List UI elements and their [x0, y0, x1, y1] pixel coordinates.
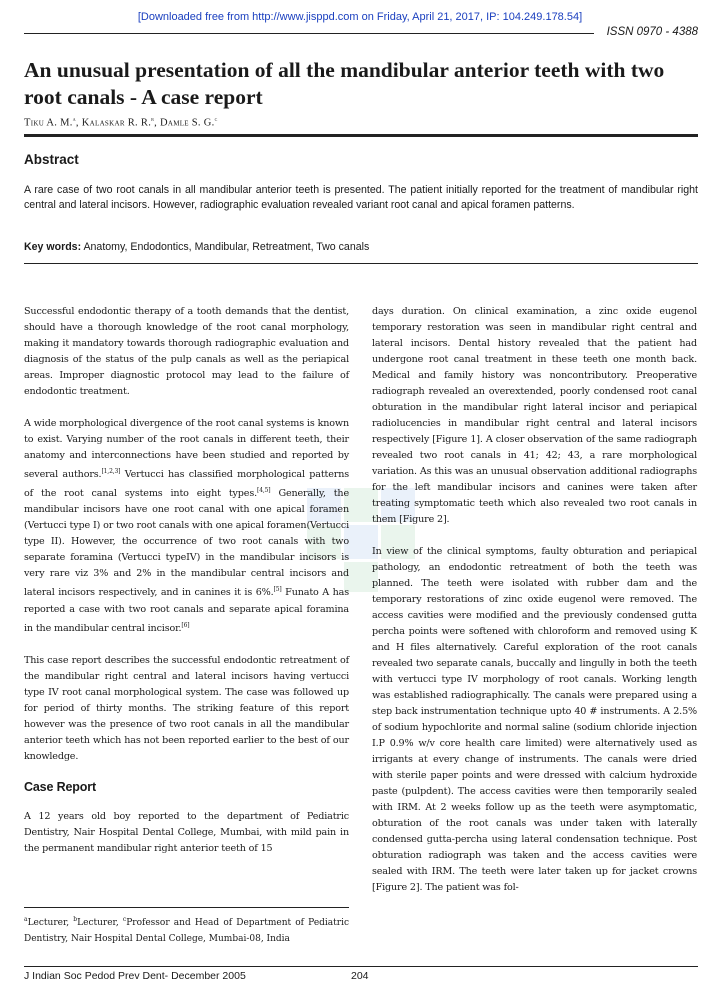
author-name: Kalaskar R. R.: [81, 117, 152, 129]
journal-citation: J Indian Soc Pedod Prev Dent- December 2005: [24, 970, 246, 982]
body-column-left: [24, 304, 349, 857]
footnote-text: Lecturer,: [27, 918, 74, 928]
keywords-text: Anatomy, Endodontics, Mandibular, Retreatment, Two canals: [81, 241, 370, 253]
citation-ref: [6]: [181, 621, 190, 629]
citation-ref: [1,2,3]: [101, 468, 121, 475]
keywords: [24, 240, 698, 254]
author-affiliation-mark: a: [72, 117, 76, 123]
paragraph-text: Generally, the mandibular incisors have one root canal with one apical foramen (Vertucci type I) or two root canals with one apical foramen(Vertucci type II). However, the occurrence of two root canals with two separate foramina (Vertucci typeIV) in the mandibular incisors is very rare viz 3% and 2% in the mandibular central incisors and lateral incisors respectively, and in canines it is 6%.: [24, 488, 349, 599]
footnote-text: Professor and Head of Department of Pediatric Dentistry, Nair Hospital Dental College, Mumbai-08, India: [24, 918, 349, 944]
footnote-mark: c: [122, 916, 127, 923]
author-separator: ,: [75, 117, 82, 129]
paragraph-text: A wide morphological divergence of the root canal systems is known to exist. Varying number of the root canals in different teeth, their anatomy and interconnections have been studied and reported by several authors.: [24, 418, 349, 481]
article-title: An unusual presentation of all the mandibular anterior teeth with two root canals - A case report: [24, 58, 665, 109]
abstract-heading: Abstract: [24, 152, 79, 167]
download-notice: [Downloaded free from http://www.jisppd.com on Friday, April 21, 2017, IP: 104.249.178.54]: [137, 11, 583, 23]
author-affiliation-mark: c: [214, 117, 218, 123]
intro-paragraph-3: This case report describes the successful endodontic retreatment of the mandibular right central and lateral incisors having vertucci type IV root canal morphological system. The case was followed up for period of thirty months. The striking feature of this report however was the presence of two root canals in all the mandibular anterior teeth which has not been reported earlier to the best of our knowledge.: [24, 654, 349, 762]
body-column-right: [372, 304, 697, 896]
footnote-mark: a: [24, 916, 28, 923]
author-separator: ,: [154, 117, 160, 129]
footnote-text: Lecturer,: [77, 918, 123, 928]
case-paragraph-1-start: A 12 years old boy reported to the department of Pediatric Dentistry, Nair Hospital Dental College, Mumbai, with mild pain in the permanent mandibular right anterior teeth of 15: [24, 810, 349, 854]
case-report-heading: Case Report: [24, 779, 96, 794]
keywords-label: Key words:: [24, 241, 82, 253]
title-divider: [24, 134, 698, 137]
footnote-mark: b: [73, 916, 78, 923]
paragraph-text: Vertucci has classified morphological patterns of the root canal systems into eight types.: [24, 469, 349, 500]
abstract-divider: [24, 263, 698, 264]
author-name: Tiku A. M.: [24, 117, 73, 129]
page-number: 204: [351, 970, 369, 982]
issn-label: ISSN 0970 - 4388: [606, 26, 698, 38]
case-paragraph-2: In view of the clinical symptoms, faulty obturation and periapical pathology, an endodontic retreatment of both the teeth was planned. The teeth were isolated with rubber dam and the temporary restorations of zinc oxide eugenol were removed. The access cavities were modified and the previously condensed gutta percha points were softened with chloroform and removed using K and H files alternatively. Careful exploration of the root canals revealed two separate canals, buccally and lingully in both the teeth with vertucci type IV morphology of root canals. Working length was established radiographically. The canals were prepared using a step back instrumentation technique upto 40 # instruments. A 2.5% of sodium hypochlorite and normal saline (sodium chloride injection I.P 0.9% w/v core health care limited) were alternatively used as irrigants at every change of instruments. The canals were dried with sterile paper points and were dressed with calcium hydroxide paste (pulpdent). The access cavities were then temporarily sealed with IRM. At 2 weeks follow up as the teeth were asymptomatic, obturation of the root canals was under taken with laterally condensed gutta-percha using lateral condensation technique. Post obturation radiograph was taken and the access cavities were sealed with IRM. The teeth were later taken up for jacket crowns [Figure 2]. The patient was fol-: [372, 546, 697, 893]
footnote-divider: [24, 907, 349, 908]
author-name: Damle S. G.: [159, 117, 215, 129]
footer-rule: [24, 966, 698, 967]
citation-ref: [4,5]: [257, 487, 271, 495]
author-affiliation-mark: b: [151, 117, 155, 123]
case-paragraph-1-end: days duration. On clinical examination, a zinc oxide eugenol temporary restoration was seen in mandibular right central and lateral incisors. Dental history revealed that the patient had undergone root canal treatment in these teeth one month back. Medical and family history was noncontributory. Preoperative radiograph revealed an overextended, poorly condensed root canal obturation in the mandibular right lateral incisor and periapical radiolucencies in mandibular right central and lateral incisors respectively [Figure 1]. A closer observation of the same radiograph revealed two root canals in 41; 42; 43, a rare morphological variation. As this was an unusual observation additional radiographs for the left mandibular incisors and canines were taken after treating symptomatic teeth which also revealed two root canals in them [Figure 2].: [372, 306, 697, 525]
author-list: [24, 117, 218, 129]
abstract-text: A rare case of two root canals in all mandibular anterior teeth is presented. The patient initially reported for the treatment of mandibular right central and lateral incisors. However, radiographic evaluation revealed variant root canal and apical foramen patterns.: [24, 184, 698, 211]
header-rule: [24, 33, 594, 34]
paragraph-text: Funato A has reported a case with two root canals and separate apical foramina in the mandibular central incisor.: [24, 587, 349, 634]
citation-ref: [5]: [273, 586, 282, 594]
affiliation-footnote: [24, 912, 349, 947]
intro-paragraph-1: Successful endodontic therapy of a tooth demands that the dentist, should have a thorough knowledge of the root canal morphology, making it mandatory towards thorough radiographic evaluation and diagnosis of the status of the pulp canals as well as the periapical areas. Improper diagnostic protocol may lead to the failure of endodontic treatment.: [24, 306, 349, 397]
intro-paragraph-2: [24, 416, 349, 637]
